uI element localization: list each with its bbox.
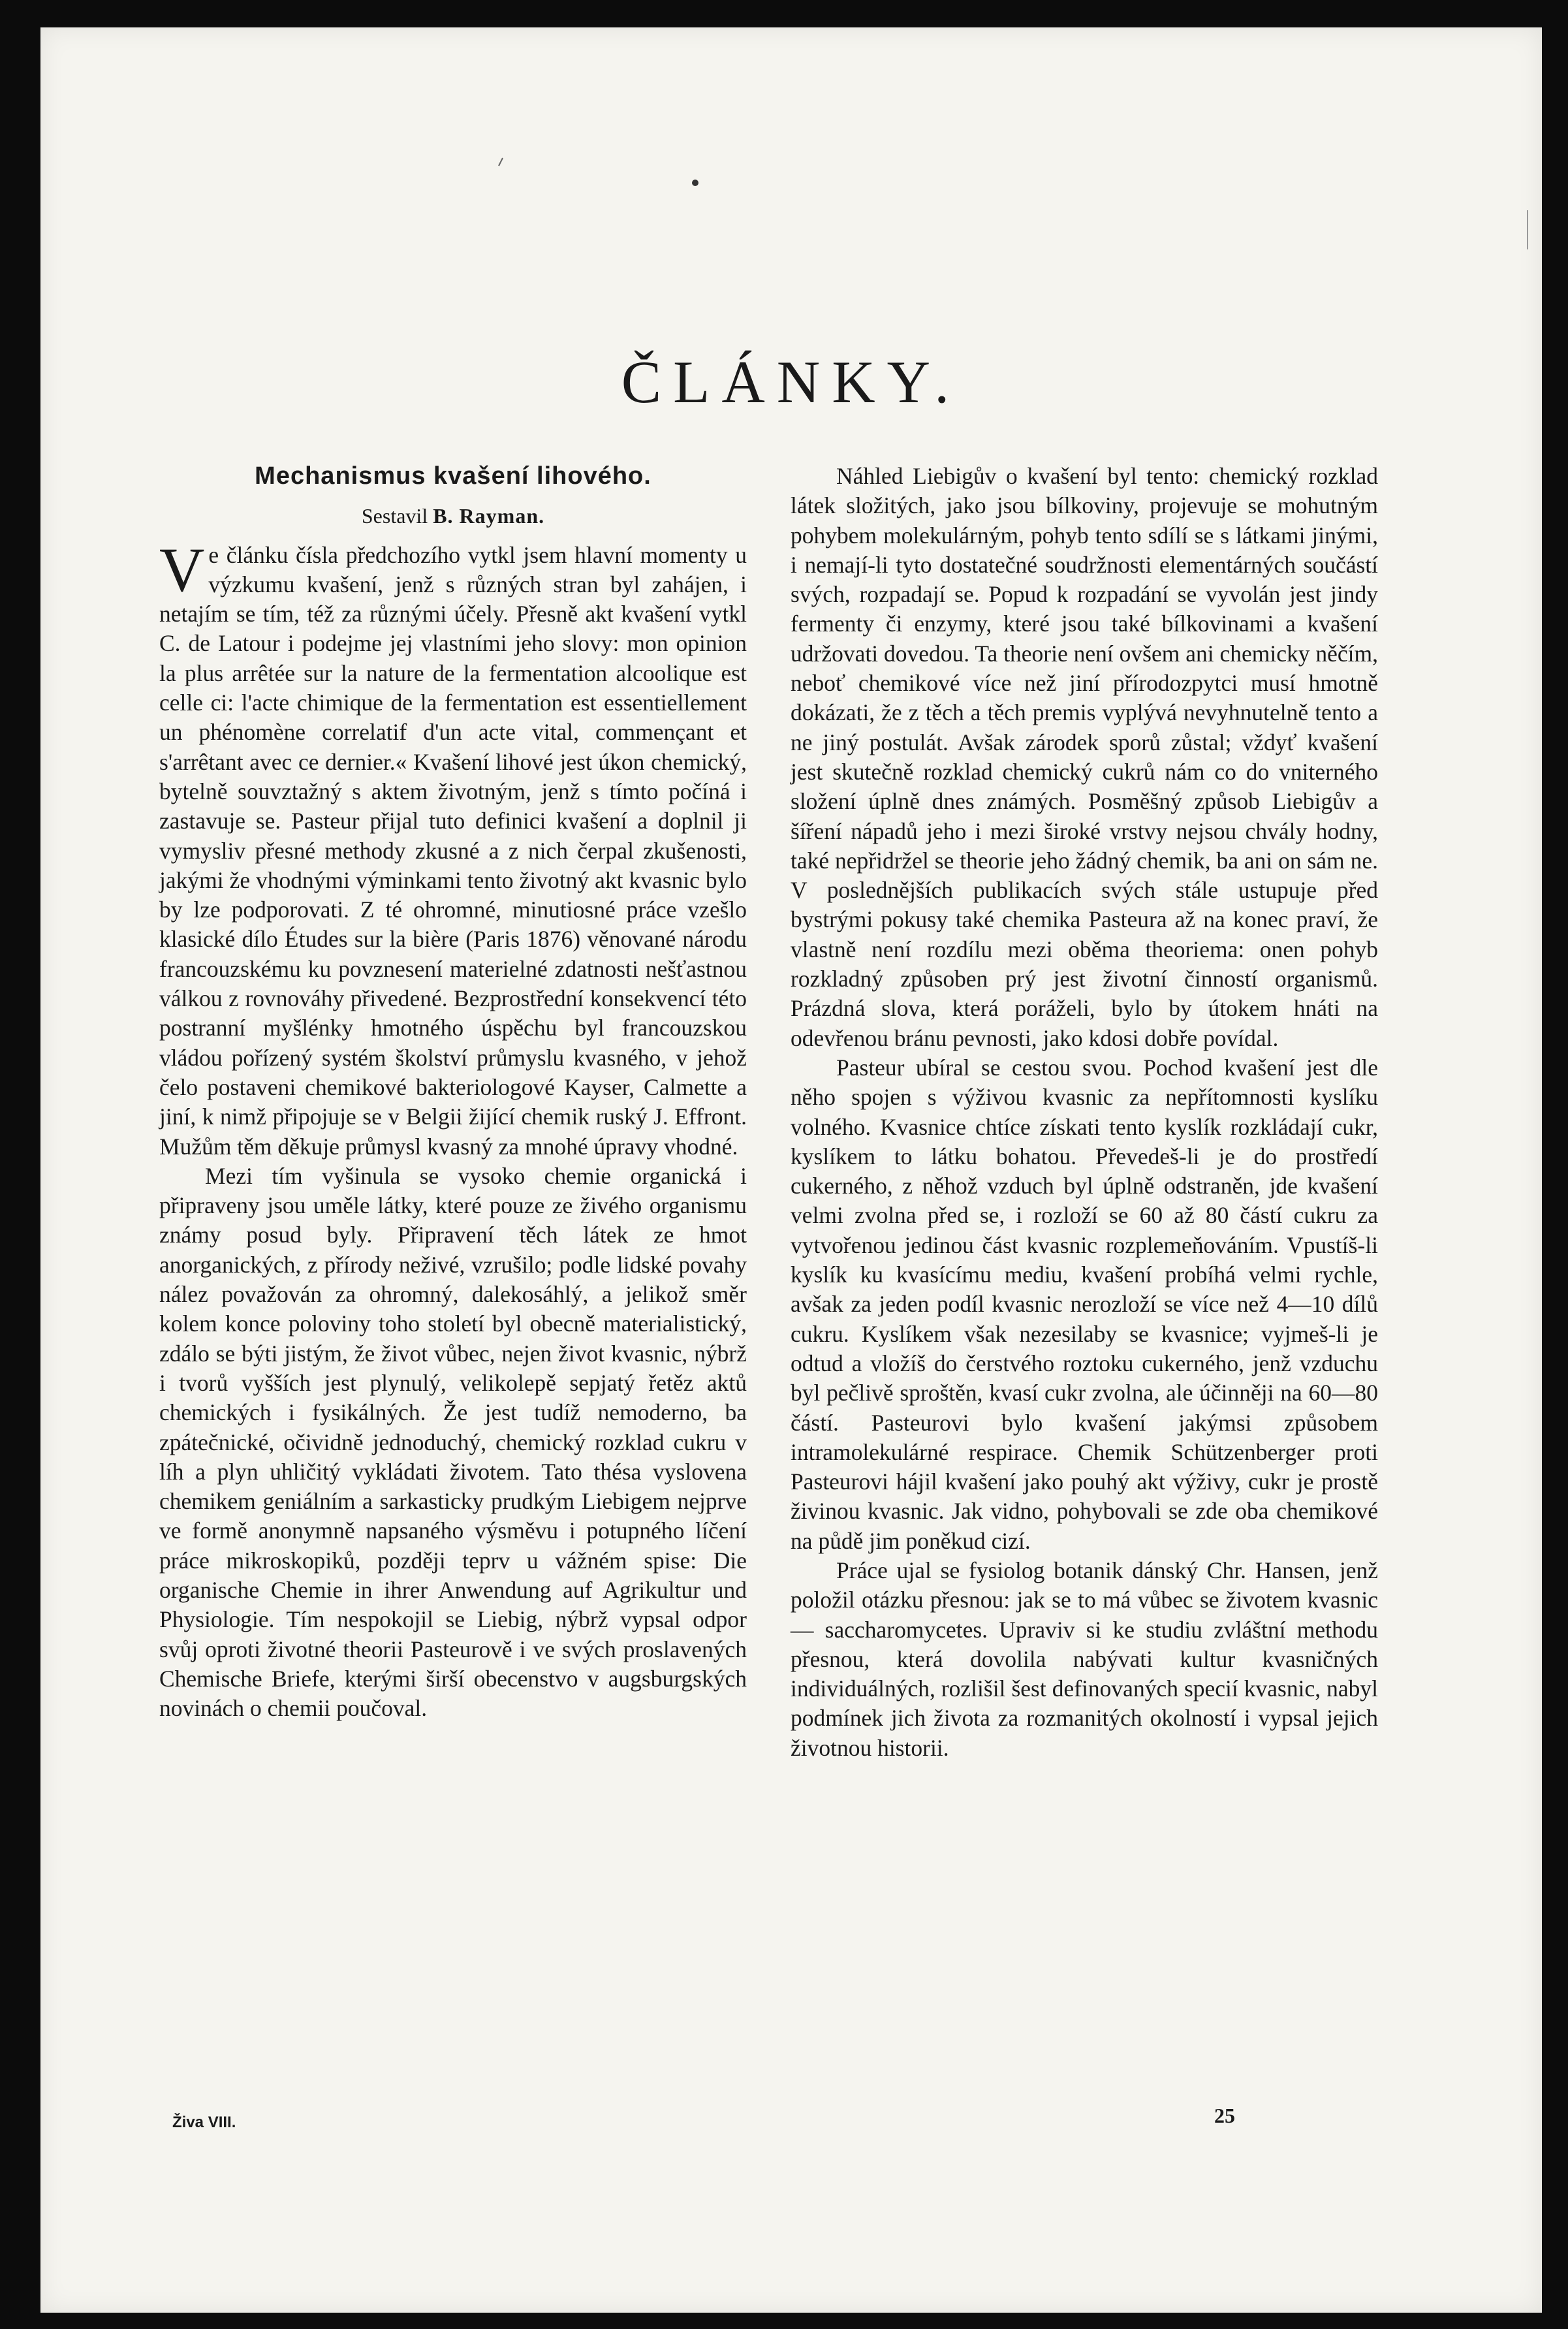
paragraph xyxy=(159,534,747,1162)
paragraph: Práce ujal se fysiolog botanik dánský Chr. Hansen, jenž položil otázku přesnou: jak se to má vůbec se životem kvasnic — saccharomycetes. Upraviv si ke studiu zvláštní methodu přesnou, která dovolila nabývati kultur kvasničných individuálných, rozlišil šest definovaných specií kvasnic, nabyl podmínek jich života za rozmanitých okolností i vypsal jejich životnou historii. xyxy=(791,1557,1378,1761)
footer-journal: Živa VIII. xyxy=(172,2114,236,2131)
dropcap: V xyxy=(159,534,205,605)
byline-author: B. Rayman. xyxy=(433,504,545,528)
article-title: Mechanismus kvašení lihového. xyxy=(255,462,651,490)
byline xyxy=(159,501,747,531)
ink-speck xyxy=(692,180,698,186)
right-column xyxy=(791,462,1378,1763)
left-column xyxy=(159,462,747,1723)
page-number: 25 xyxy=(1214,2104,1235,2127)
paragraph: Náhled Liebigův o kvašení byl tento: chemický rozklad látek složitých, jako jsou bílkoviny, projevuje se mohutným pohybem molekulárným, pohyb tento sdílí se s látkami jinými, i nemají-li tyto dostatečné soudržnosti elementárných součástí svých, rozpadají se. Popud k rozpadání se vyvolán jest jindy fermenty či enzymy, které jsou také bílkovinami a kvašení udržovati dovedou. Ta theorie není ovšem ani chemicky něčím, neboť chemikové více než jiní přírodozpytci musí hmotně dokázati, že z těch a těch premis vyplývá nevyhnutelně tento a ne jiný postulát. Avšak zárodek sporů zůstal; vždyť kvašení jest skutečně rozklad chemický cukrů nám co do vniterného složení úplně dnes známých. Posměšný způsob Liebigův a šíření nápadů jeho i mezi široké vrstvy nejsou chvály hodny, také nepřidržel se theorie jeho žádný chemik, ba ani on sám ne. V poslednějších publikacích svých stále ustupuje před bystrými pokusy také chemika Pasteura až na konec praví, že vlastně není rozdílu mezi oběma theoriema: onen pohyb rozkladný způsoben prý jest životní činností organismů. Prázdná slova, která poráželi, bylo by útokem hnáti na odevřenou bránu pevnosti, jako kdosi dobře povídal. xyxy=(791,463,1378,1051)
byline-prefix: Sestavil xyxy=(361,504,428,528)
paragraph: Mezi tím vyšinula se vysoko chemie organická i připraveny jsou uměle látky, které pouze ze živého organismu známy posud byly. Připravení těch látek ze hmot anorganických, z přírody neživé, vzrušilo; podle lidské povahy nález považován za ohromný, dalekosáhlý, a jelikož směr kolem konce poloviny toho století byl obecně materialistický, zdálo se býti jistým, že život vůbec, nejen život kvasnic, nýbrž i tvorů vyšších jest plynulý, velikolepě sepjatý řetěz aktů chemických i fysikálných. Že jest tudíž nemoderno, ba zpátečnické, očividně jednoduchý, chemický rozklad cukru v líh a plyn uhličitý vykládati životem. Tato thésa vyslovena chemikem geniálním a sarkasticky prudkým Liebigem nejprve ve formě anonymně napsaného výsměvu i potupného líčení práce mikroskopiků, později teprv u vážném spise: Die organische Chemie in ihrer Anwendung auf Agrikultur und Physiologie. Tím nespokojil se Liebig, nýbrž vypsal odpor svůj oproti životné theorii Pasteurově i ve svých proslavených Chemische Briefe, kterými širší obecenstvo v augsburgských novinách o chemii poučoval. xyxy=(159,1162,747,1722)
paragraph-text: e článku čísla předchozího vytkl jsem hlavní momenty u výzkumu kvašení, jenž s různých stran byl zahájen, i netajím se tím, též za různými účely. Přesně akt kvašení vytkl C. de Latour i podejme jej vlastními jeho slovy: mon opinion la plus arrêtée sur la nature de la fermentation alcoolique est celle ci: l'acte chimique de la fermentation est essentiellement un phénomène correlatif d'un acte vital, commençant et s'arrêtant avec ce dernier.« Kvašení lihové jest úkon chemický, bytelně souvztažný s aktem životným, jenž s tímto počíná i zastavuje se. Pasteur přijal tuto definici kvašení a doplnil ji vymysliv přesné methody zkusné a z nich čerpal zkušenosti, jakými že vhodnými výminkami tento životný akt kvasnic bylo by lze podporovati. Z té ohromné, minutiosné práce vzešlo klasické dílo Études sur la bière (Paris 1876) věnované národu francouzskému ku povznesení materielné zdatnosti nešťastnou válkou z rovnováhy přivedené. Bezprostřední konsekvencí této postranní myšlénky hmotného úspěchu byl francouzskou vládou pořízený systém školství průmyslu kvasného, v jehož čelo postaveni chemikové bakteriologové Kayser, Calmette a jiní, k nimž připojuje se v Belgii žijící chemik ruský J. Effront. Mužům těm děkuje průmysl kvasný za mnohé úpravy vhodné. xyxy=(159,541,747,1160)
section-heading: ČLÁNKY. xyxy=(621,349,962,415)
ink-mark xyxy=(499,158,503,166)
page xyxy=(40,27,1542,2313)
paragraph: Pasteur ubíral se cestou svou. Pochod kvašení jest dle něho spojen s výživou kvasnic za nepřítomnosti kyslíku volného. Kvasnice chtíce získati tento kyslík rozkládají cukr, kyslíkem to látku bohatou. Převedeš-li je do prostředí cukerného, z něhož vzduch byl úplně odstraněn, jde kvašení velmi zvolna před se, i rozloží se 60 až 80 částí cukru za vytvořenou jedinou část kvasnic rozplemeňováním. Vpustíš-li kyslík ku kvasícímu mediu, kvašení probíhá velmi rychle, avšak za jeden podíl kvasnic nerozloží se více než 4—10 dílů cukru. Kyslíkem však nezesilaby se kvasnice; vyjmeš-li je odtud a vložíš do čerstvého roztoku cukerného, jenž vzduchu byl pečlivě sproštěn, kvasí cukr zvolna, ale účinněji na 60—80 částí. Pasteurovi bylo kvašení jakýmsi způsobem intramolekulárné respirace. Chemik Schützenberger proti Pasteurovi hájil kvašení jako pouhý akt výživy, cukr je prostě živinou kvasnic. Jak vidno, pohybovali se zde oba chemikové na půdě jim poněkud cizí. xyxy=(791,1054,1378,1554)
